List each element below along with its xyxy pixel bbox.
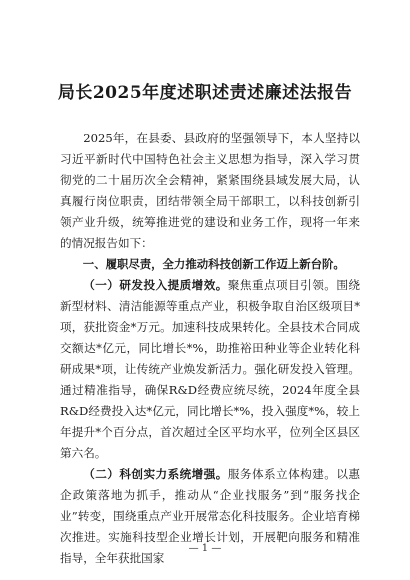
- subsection-1-paragraph: [60, 275, 360, 464]
- subsection-2-body: 服务体系立体构建。以惠企政策落地为抓手，推动从“企业找服务”到“服务找企业”转变，围绕重点产业开展常态化科技服务。企业培育梯次推进。实施科技型企业增长计划，开展靶向服务和精准指导，全年获批国家: [60, 467, 360, 565]
- section-heading-1: 一、履职尽责，全力推动科技创新工作迈上新台阶。: [82, 257, 345, 271]
- subsection-2-heading: （二）科创实力系统增强。: [83, 467, 228, 481]
- document-title: 局长2025年度述职述责述廉述法报告: [57, 83, 353, 103]
- document-body: [60, 128, 360, 569]
- intro-paragraph: 2025年，在县委、县政府的坚强领导下，本人坚持以习近平新时代中国特色社会主义思想为指导，深入学习贯彻党的二十届历次全会精神，紧紧围绕县域发展大局，认真履行岗位职责，团结带领全局干部职工，以科技创新引领产业升级，统筹推进党的建设和业务工作，现将一年来的情况报告如下：: [60, 131, 360, 250]
- subsection-1-heading: （一）研发投入提质增效。: [83, 278, 228, 292]
- page-number: — 1 —: [188, 543, 222, 554]
- subsection-1-body: 聚焦重点项目引领。围绕新型材料、清洁能源等重点产业，积极争取自治区级项目*项，获批资金*万元。加速科技成果转化。全县技术合同成交额达*亿元，同比增长*%，助推裕田种业等企业转化科研成果*项，让传统产业焕发新活力。强化研发投入管理。通过精准指导，确保R&D经费应统尽统，2024年度全县R&D经费投入达*亿元，同比增长*%，投入强度*%，较上年提升*个百分点，首次超过全区平均水平，位列全区县区第六名。: [60, 278, 360, 460]
